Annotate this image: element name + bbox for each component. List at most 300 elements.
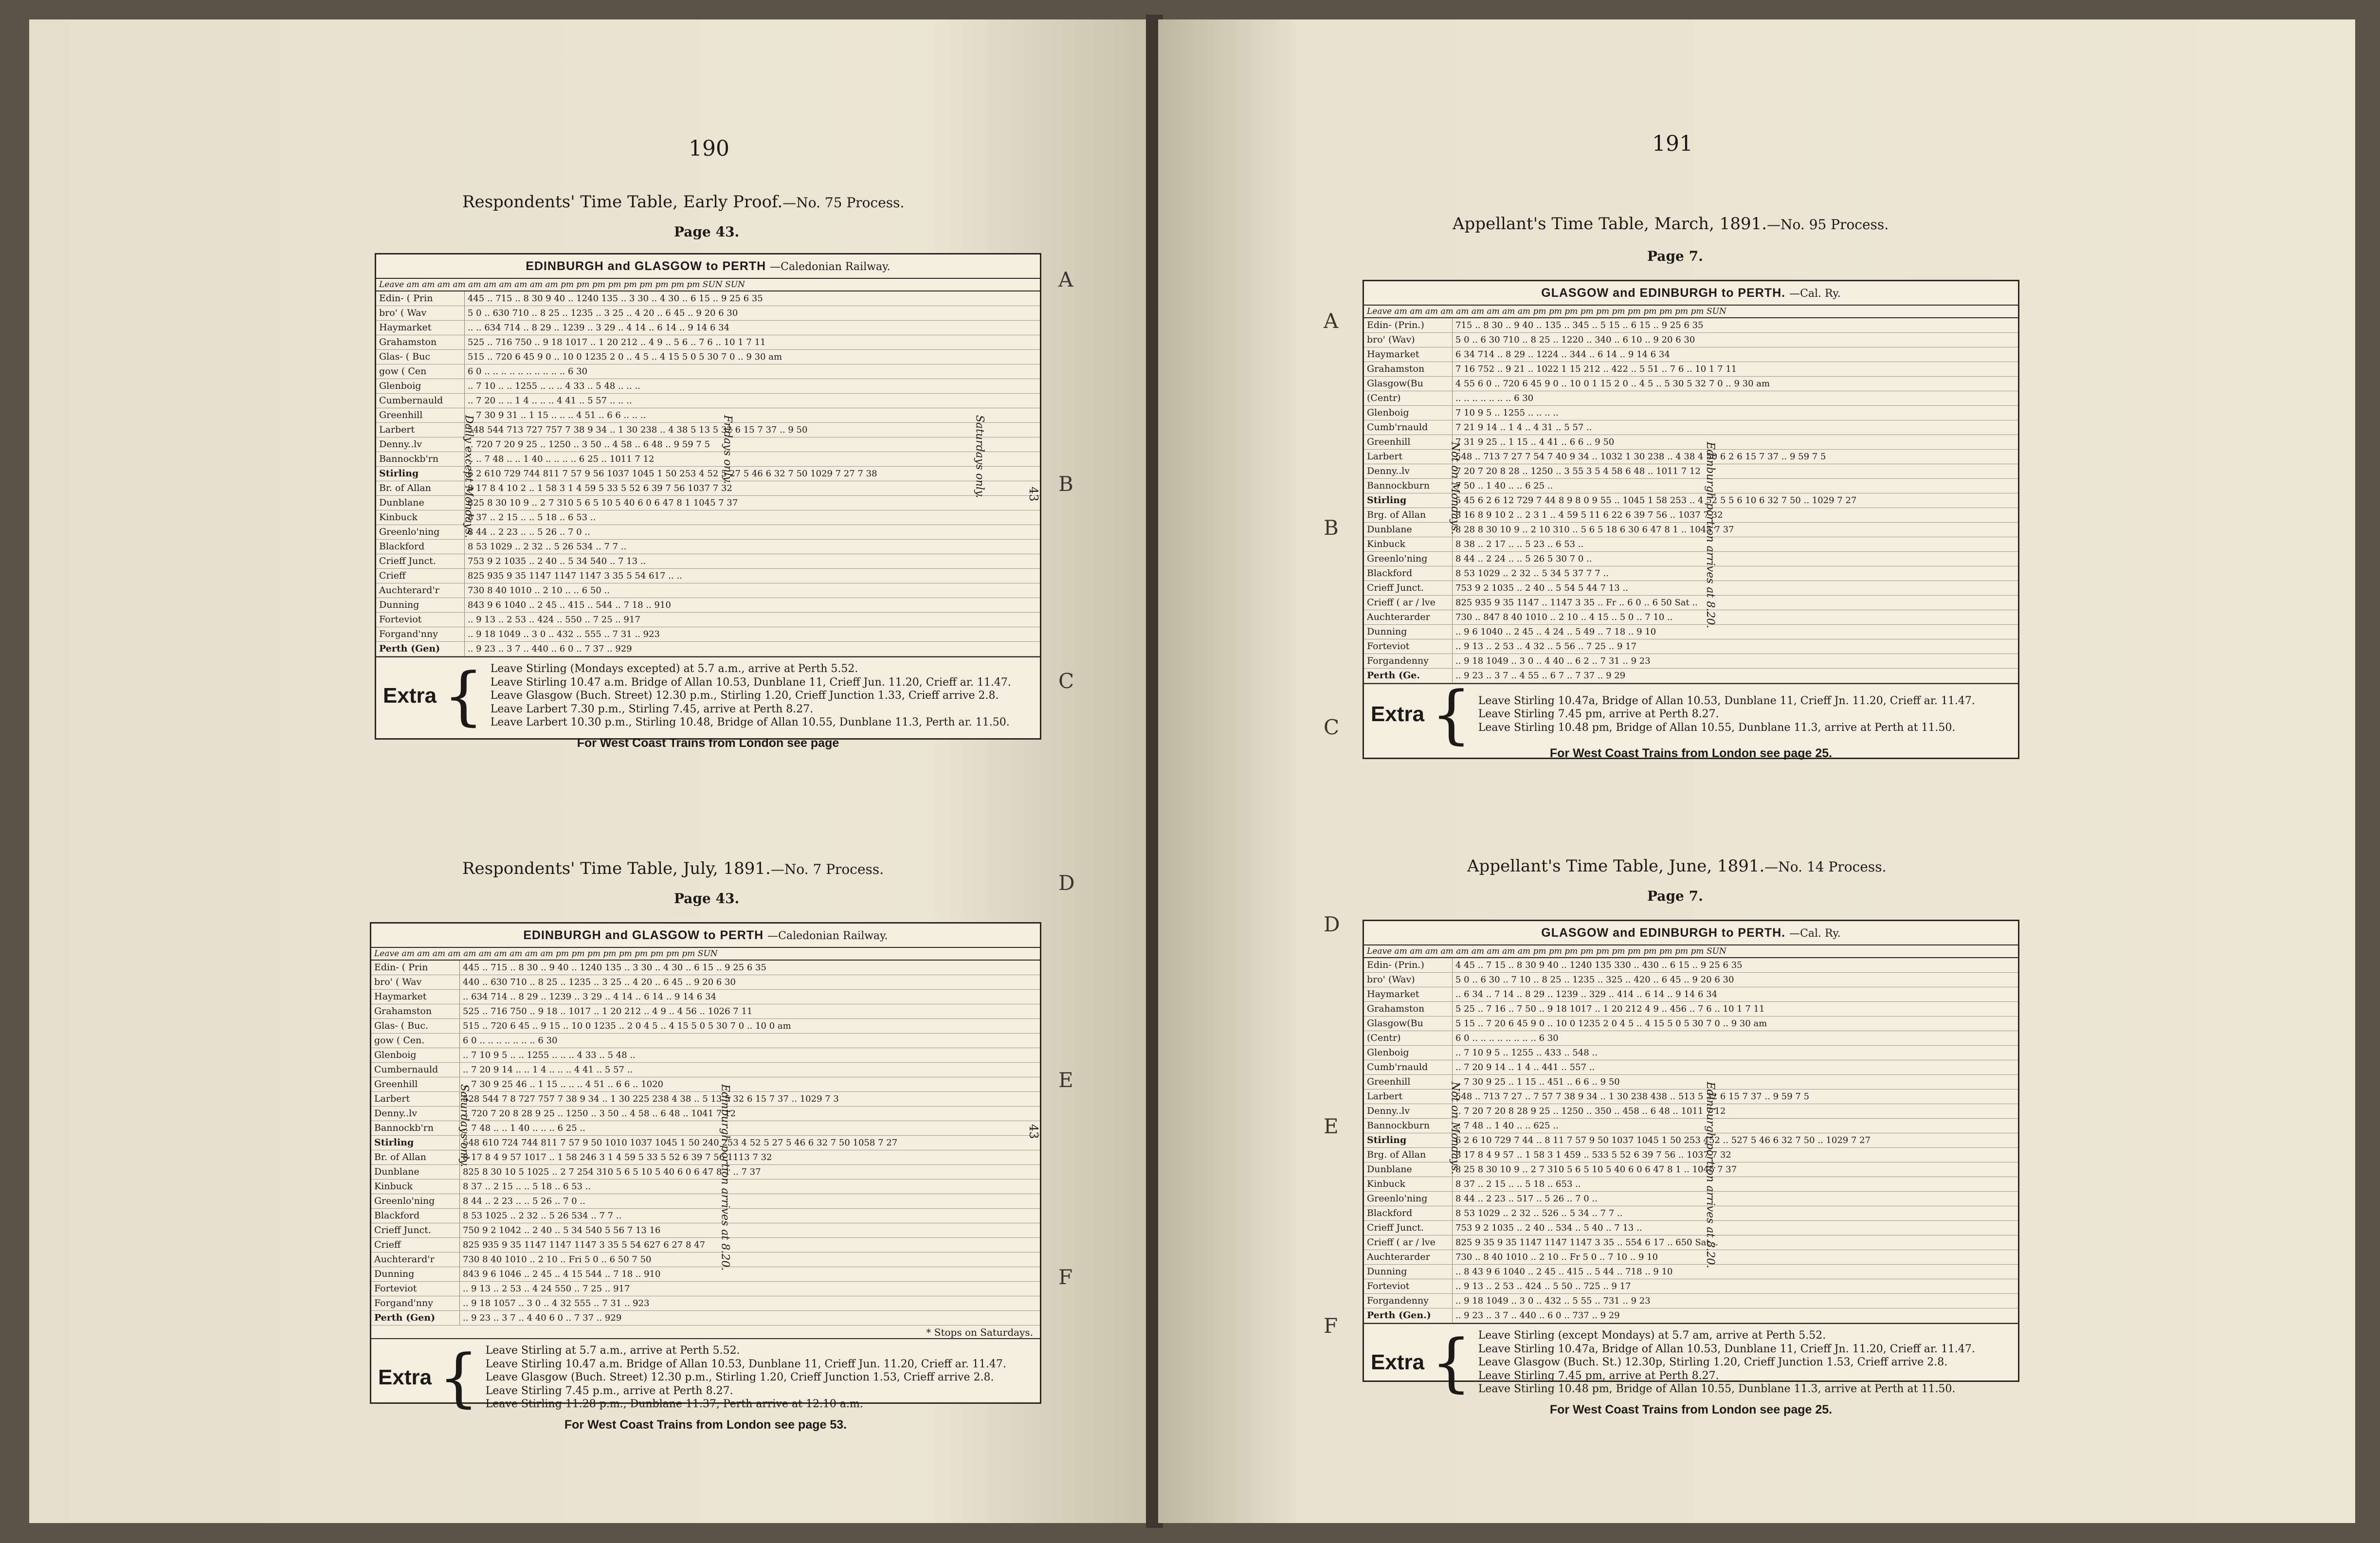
table-row [376,437,1040,452]
departure-times: 715 .. 8 30 .. 9 40 .. 135 .. 345 .. 5 15 .. 6 15 .. 9 25 6 35 [1452,318,2018,332]
table-row [371,1034,1040,1048]
timetable-header [1364,921,2018,945]
departure-times: 8 44 .. 2 23 .. 517 .. 5 26 .. 7 0 .. [1452,1192,2018,1206]
departure-times: .. 9 23 .. 3 7 .. 440 .. 6 0 .. 7 37 .. 929 [464,642,1040,656]
timetable-grid [376,279,1040,656]
departure-times: 7 20 7 20 8 28 .. 1250 .. 3 55 3 5 4 58 6 48 .. 1011 7 12 [1452,464,2018,478]
station-name: Edin- (Prin.) [1367,960,1424,970]
departure-times: .. 9 18 1049 .. 3 0 .. 432 .. 555 .. 7 31 .. 923 [464,627,1040,641]
page-reference: Page 7. [1647,888,1703,904]
table-row [376,496,1040,510]
table-row [376,627,1040,642]
table-row [1364,537,2018,552]
railway-name: —Caledonian Railway. [770,261,890,273]
column-header-row [1364,306,2018,318]
departure-times: .. 720 7 20 9 25 .. 1250 .. 3 50 .. 4 58 .. 6 48 .. 9 59 7 5 [464,437,1040,452]
table-row [1364,1046,2018,1060]
station-name: (Centr) [1367,393,1401,403]
table-row [376,583,1040,598]
station-name: Bannockburn [1367,1120,1430,1131]
extra-label: Extra [383,683,437,708]
margin-letter-d: D [1324,912,1340,936]
vertical-note: Not on Mondays. [1449,1082,1461,1175]
departure-times: 843 9 6 1040 .. 2 45 .. 415 .. 544 .. 7 18 .. 910 [464,598,1040,612]
margin-letter-d: D [1058,871,1075,895]
table-row [1364,420,2018,435]
vertical-note: Daily except Mondays. [462,415,475,538]
extra-line: Leave Stirling 10.47a, Bridge of Allan 10.53, Dunblane 11, Crieff Jn. 11.20, Crieff ar. 11.47. [1478,1343,1975,1355]
extra-line: Leave Stirling 10.48 pm, Bridge of Allan 10.55, Dunblane 11.3, arrive at Perth at 11.50. [1478,1383,1956,1395]
vertical-note: Edinburgh portion arrives at 8.20. [719,1084,731,1271]
departure-times: 8 44 .. 2 24 .. .. 5 26 5 30 7 0 .. [1452,552,2018,566]
timetable-header [371,924,1040,948]
table-row [376,554,1040,569]
table-row [1364,1002,2018,1017]
table-row [376,364,1040,379]
extra-line: Leave Glasgow (Buch. Street) 12.30 p.m., Stirling 1.20, Crieff Junction 1.53, Crieff arrive 2.8. [485,1371,994,1383]
departure-times: 515 .. 720 6 45 9 0 .. 10 0 1235 2 0 .. 4 5 .. 4 15 5 0 5 30 7 0 .. 9 30 am [464,350,1040,364]
departure-times: 753 9 2 1035 .. 2 40 .. 534 .. 5 40 .. 7 13 .. [1452,1221,2018,1235]
extra-line: Leave Stirling 7.45 p.m., arrive at Perth 8.27. [485,1384,733,1397]
vertical-note: Edinburgh portion arrives at 8.20. [1704,442,1716,629]
table-row [1364,1060,2018,1075]
departure-times: .. 7 20 9 14 .. .. 1 4 .. .. .. 4 41 .. 5 57 .. [459,1063,1040,1077]
station-name: Dunning [379,599,419,610]
station-name: Glas- ( Buc. [374,1020,429,1031]
extra-line: Leave Stirling 10.48 pm, Bridge of Allan 10.55, Dunblane 11.3, arrive at Perth at 11.50. [1478,721,1956,734]
departure-times: .. 7 20 7 20 8 28 9 25 .. 1250 .. 350 .. 458 .. 6 48 .. 1011 7 12 [1452,1104,2018,1118]
page-reference: Page 43. [674,890,740,907]
extra-line: Leave Glasgow (Buch. Street) 12.30 p.m., Stirling 1.20, Crieff Junction 1.33, Crieff arrive 2.8. [490,690,999,702]
departure-times: 750 9 2 1042 .. 2 40 .. 5 34 540 5 56 7 13 16 [459,1223,1040,1237]
timetable-header [376,254,1040,279]
table-row [376,569,1040,583]
table-row [371,1048,1040,1063]
station-name: Perth (Gen) [374,1312,436,1323]
station-name: Glenboig [374,1050,417,1060]
table-row [1364,391,2018,406]
departure-times: 5 0 .. 6 30 710 .. 8 25 .. 1220 .. 340 .. 6 10 .. 9 20 6 30 [1452,333,2018,347]
station-name: Grahamston [379,337,437,347]
vertical-note: Saturdays only. [973,415,986,498]
departure-times: 440 .. 630 710 .. 8 25 .. 1235 .. 3 25 .. 4 20 .. 6 45 .. 9 20 6 30 [459,975,1040,989]
station-name: Dunblane [1367,524,1412,535]
railway-name: —Cal. Ry. [1789,288,1841,300]
table-row [376,540,1040,554]
station-name: Dunning [374,1269,415,1279]
table-row [1364,1017,2018,1031]
station-name: Blackford [379,541,425,552]
station-name: Forteviot [1367,1281,1410,1291]
extra-trains-section [1364,1323,2018,1401]
column-headers: Leave am am am am am am am am am am pm pm pm pm pm pm pm pm pm SUN [374,948,718,959]
table-row [1364,654,2018,669]
margin-letter-b: B [1058,472,1073,496]
timetable-grid [371,948,1040,1325]
table-row [371,1092,1040,1107]
station-name: Auchterarder [1367,1252,1430,1262]
table-row [1364,318,2018,333]
table-title: Appellant's Time Table, March, 1891.—No. 95 Process. [1453,214,1889,234]
departure-times: 7 50 .. 1 40 .. .. 6 25 .. [1452,479,2018,493]
table-row [371,1004,1040,1019]
extra-line: Leave Stirling at 5.7 a.m., arrive at Perth 5.52. [485,1344,740,1357]
extra-label: Extra [1371,1350,1425,1374]
timetable-grid [1364,306,2018,683]
station-name: Blackford [1367,1208,1413,1218]
departure-times: 5 15 .. 7 20 6 45 9 0 .. 10 0 1235 2 0 4 5 .. 4 15 5 0 5 30 7 0 .. 9 30 am [1452,1017,2018,1031]
station-name: Cumbernauld [379,395,443,406]
table-row [371,1238,1040,1253]
station-name: Glenboig [1367,1047,1409,1058]
station-name: Greenlo'ning [1367,1193,1428,1204]
departure-times: 7 10 9 5 .. 1255 .. .. .. .. [1452,406,2018,420]
table-row [376,510,1040,525]
table-row [1364,377,2018,391]
table-row [1364,987,2018,1002]
station-name: Greenhill [1367,436,1411,447]
departure-times: 445 .. 715 .. 8 30 9 40 .. 1240 135 .. 3 30 .. 4 30 .. 6 15 .. 9 25 6 35 [464,291,1040,306]
station-name: Edin- ( Prin [379,293,433,304]
extra-lines [1478,694,1975,735]
station-name: Perth (Gen) [379,643,440,654]
table-row [1364,1308,2018,1323]
extra-line: Leave Stirling 10.47 a.m. Bridge of Allan 10.53, Dunblane 11, Crieff Jun. 11.20, Crieff ar. 11.47. [490,676,1011,689]
table-row [1364,1075,2018,1089]
table-row [1364,1119,2018,1133]
extra-trains-section [371,1338,1040,1416]
station-name: Greenhill [1367,1076,1411,1087]
table-row [1364,596,2018,610]
table-row [371,1194,1040,1209]
departure-times: 548 .. 713 7 27 7 54 7 40 9 34 .. 1032 1 30 238 .. 4 38 4 50 6 2 6 15 7 37 .. 9 59 7 5 [1452,450,2018,464]
table-row [1364,1162,2018,1177]
margin-letter-b: B [1324,516,1339,540]
station-name: Brg. of Allan [1367,1149,1426,1160]
departure-times: .. 9 13 .. 2 53 .. 4 32 .. 5 56 .. 7 25 .. 9 17 [1452,639,2018,654]
table-row [371,1165,1040,1180]
table-row [371,1077,1040,1092]
departure-times: 825 8 30 10 5 1025 .. 2 7 254 310 5 6 5 10 5 40 6 0 6 47 8 1 .. 7 37 [459,1165,1040,1179]
table-row [1364,464,2018,479]
extra-lines [1478,1329,1975,1396]
margin-letter-f: F [1324,1314,1338,1338]
column-headers: Leave am am am am am am am am am pm pm pm pm pm pm pm pm pm pm pm SUN [1367,306,1726,316]
route-title: EDINBURGH and GLASGOW to PERTH [523,928,764,942]
departure-times: 8 44 .. 2 23 .. .. 5 26 .. 7 0 .. [459,1194,1040,1208]
extra-line: Leave Stirling (except Mondays) at 5.7 am, arrive at Perth 5.52. [1478,1329,1826,1342]
station-name: Brg. of Allan [1367,509,1426,520]
margin-letter-a: A [1324,309,1339,333]
station-name: Br. of Allan [374,1152,426,1162]
table-row [1364,493,2018,508]
table-row [371,1253,1040,1267]
table-row [1364,1235,2018,1250]
page-reference: Page 7. [1647,248,1703,264]
departure-times: 548 610 724 744 811 7 57 9 50 1010 1037 1045 1 50 240 253 4 52 5 27 5 46 6 32 7 50 1058 7 27 [459,1136,1040,1150]
vertical-note: Fridays only. [721,415,734,484]
extra-line: Leave Stirling 7.45 pm, arrive at Perth 8.27. [1478,1369,1719,1382]
table-row [1364,508,2018,523]
departure-times: 548 544 713 727 757 7 38 9 34 .. 1 30 238 .. 4 38 5 13 5 32 6 15 7 37 .. 9 50 [464,423,1040,437]
station-name: Crieff [379,570,406,581]
departure-times: .. 9 13 .. 2 53 .. 424 .. 550 .. 7 25 .. 917 [464,613,1040,627]
route-title: GLASGOW and EDINBURGH to PERTH. [1541,286,1786,300]
departure-times: .. 9 13 .. 2 53 .. 424 .. 5 50 .. 725 .. 9 17 [1452,1279,2018,1293]
departure-times: 8 38 .. 2 17 .. .. 5 23 .. 6 53 .. [1452,537,2018,551]
station-name: Bannockb'rn [374,1123,434,1133]
table-row [1364,610,2018,625]
departure-times: 8 37 .. 2 15 .. .. 5 18 .. 6 53 .. [459,1180,1040,1194]
departure-times: 5 45 6 2 6 12 729 7 44 8 9 8 0 9 55 .. 1045 1 58 253 .. 4 52 5 5 6 10 6 32 7 50 .. 1029 7 27 [1452,493,2018,508]
departure-times: 6 0 .. .. .. .. .. .. .. .. .. .. 6 30 [464,364,1040,379]
station-name: Bannockburn [1367,480,1430,491]
timetable-box [1363,280,2019,759]
extra-line: Leave Larbert 7.30 p.m., Stirling 7.45, arrive at Perth 8.27. [490,703,814,715]
extra-label: Extra [378,1365,432,1389]
table-row [1364,1206,2018,1221]
extra-line: Leave Stirling 10.47a, Bridge of Allan 10.53, Dunblane 11, Crieff Jn. 11.20, Crieff ar. 11.47. [1478,694,1975,707]
table-row [371,1282,1040,1296]
extra-line: Leave Glasgow (Buch. St.) 12.30p, Stirling 1.20, Crieff Junction 1.53, Crieff arrive 2.8. [1478,1356,1948,1368]
table-row [376,321,1040,335]
extra-line: Leave Stirling 7.45 pm, arrive at Perth 8.27. [1478,708,1719,721]
departure-times: .. 7 10 9 5 .. 1255 .. 433 .. 548 .. [1452,1046,2018,1060]
margin-letter-f: F [1058,1265,1073,1289]
extra-line: Leave Stirling 11.28 p.m., Dunblane 11.37, Perth arrive at 12.10 a.m. [485,1398,863,1410]
table-row [376,350,1040,364]
extra-line: Leave Stirling (Mondays excepted) at 5.7 a.m., arrive at Perth 5.52. [490,663,858,675]
timetable-box [1363,920,2019,1416]
table-row [371,1180,1040,1194]
column-headers: Leave am am am am am am am am am am pm pm pm pm pm pm pm pm pm SUN SUN [379,279,745,290]
station-name: Forgand'nny [379,629,438,639]
station-name: Crieff [374,1239,401,1250]
table-row [1364,1031,2018,1046]
station-name: Forteviot [379,614,422,625]
table-title: Respondents' Time Table, July, 1891.—No. 7 Process. [462,859,884,878]
station-name: Glenboig [1367,407,1409,418]
brace-glyph: { [438,1340,479,1415]
column-header-row [371,948,1040,961]
footer-note: For West Coast Trains from London see page 25. [1549,746,1833,760]
departure-times: .. .. 634 714 .. 8 29 .. 1239 .. 3 29 .. 4 14 .. 6 14 .. 9 14 6 34 [464,321,1040,335]
station-name: Crieff Junct. [1367,1222,1424,1233]
footer-note: For West Coast Trains from London see page 25. [1549,1402,1833,1416]
station-name: Kinbuck [379,512,418,523]
station-name: Bannockb'rn [379,454,439,464]
departure-times: .. 7 30 9 25 .. 1 15 .. 451 .. 6 6 .. 9 50 [1452,1075,2018,1089]
station-name: Grahamston [1367,1003,1425,1014]
station-name: bro' ( Wav [379,308,427,318]
departure-times: .. 9 23 .. 3 7 .. 4 55 .. 6 7 .. 7 37 .. 9 29 [1452,669,2018,683]
table-row [1364,523,2018,537]
table-row [1364,1089,2018,1104]
table-row [1364,1177,2018,1192]
table-row [376,408,1040,423]
station-name: Forteviot [1367,641,1410,652]
extra-line: Leave Stirling 10.47 a.m. Bridge of Allan 10.53, Dunblane 11, Crieff Jun. 11.20, Crieff ar. 11.47. [485,1358,1006,1370]
table-row [1364,1279,2018,1294]
extra-line: Leave Larbert 10.30 p.m., Stirling 10.48, Bridge of Allan 10.55, Dunblane 11.3, Perth ar. 11.50. [490,716,1010,728]
timetable-grid [1364,945,2018,1323]
station-name: Auchterard'r [374,1254,435,1265]
margin-letter-e: E [1058,1068,1073,1092]
departure-times: 8 53 1025 .. 2 32 .. 5 26 534 .. 7 7 .. [459,1209,1040,1223]
station-name: Edin- (Prin.) [1367,320,1424,330]
departure-times: 4 55 6 0 .. 720 6 45 9 0 .. 10 0 1 15 2 0 .. 4 5 .. 5 30 5 32 7 0 .. 9 30 am [1452,377,2018,391]
station-name: Stirling [1367,495,1407,506]
departure-times: 5 0 .. 6 30 .. 7 10 .. 8 25 .. 1235 .. 325 .. 420 .. 6 45 .. 9 20 6 30 [1452,973,2018,987]
margin-letter-c: C [1324,715,1340,739]
footer-note: For West Coast Trains from London see page 53. [564,1417,847,1432]
station-name: gow ( Cen. [374,1035,425,1046]
station-name: Haymarket [374,991,427,1002]
station-name: bro' (Wav) [1367,974,1415,985]
table-row [1364,1221,2018,1235]
station-name: (Centr) [1367,1033,1401,1043]
station-name: bro' (Wav) [1367,334,1415,345]
station-name: Cumb'rnauld [1367,422,1428,433]
departure-times: 7 16 752 .. 9 21 .. 1022 1 15 212 .. 422 .. 5 51 .. 7 6 .. 10 1 7 11 [1452,362,2018,376]
table-row [376,598,1040,613]
page-reference: Page 43. [674,224,740,240]
column-headers: Leave am am am am am am am am am pm pm pm pm pm pm pm pm pm pm pm SUN [1367,946,1726,956]
departure-times: 8 44 .. 2 23 .. .. 5 26 .. 7 0 .. [464,525,1040,539]
departure-times: .. 7 30 9 25 46 .. 1 15 .. .. .. 4 51 .. 6 6 .. 1020 [459,1077,1040,1091]
station-name: Crieff Junct. [374,1225,431,1235]
departure-times: 5 0 .. 630 710 .. 8 25 .. 1235 .. 3 25 .. 4 20 .. 6 45 .. 9 20 6 30 [464,306,1040,320]
station-name: Stirling [1367,1135,1407,1145]
departure-times: 5 25 .. 7 16 .. 7 50 .. 9 18 1017 .. 1 20 212 4 9 .. 456 .. 7 6 .. 10 1 7 11 [1452,1002,2018,1016]
table-row [371,1311,1040,1325]
departure-times: .. 7 10 .. .. 1255 .. .. .. 4 33 .. 5 48 .. .. .. [464,379,1040,393]
table-row [371,975,1040,990]
table-row [376,481,1040,496]
departure-times: .. 7 48 .. .. 1 40 .. .. .. 6 25 .. [459,1121,1040,1135]
table-row [1364,362,2018,377]
side-page-number: 43 [1027,487,1040,502]
table-row [1364,552,2018,566]
station-name: Haymarket [1367,349,1419,360]
departure-times: .. .. 7 48 .. .. 1 40 .. .. .. .. 6 25 .. 1011 7 12 [464,452,1040,466]
station-name: Denny..lv [1367,1106,1410,1116]
departure-times: .. 9 23 .. 3 7 .. 440 .. 6 0 .. 737 .. 9 29 [1452,1308,2018,1323]
table-row [376,452,1040,467]
table-title: Appellant's Time Table, June, 1891.—No. 14 Process. [1467,856,1887,876]
station-name: Dunning [1367,1266,1407,1277]
station-name: Edin- ( Prin [374,962,428,973]
station-name: Dunning [1367,626,1407,637]
station-name: Greenhill [379,410,423,420]
station-name: Stirling [374,1137,414,1148]
station-name: Dunblane [1367,1164,1412,1175]
departure-times: .. .. .. .. .. .. .. 6 30 [1452,391,2018,405]
departure-times: 753 9 2 1035 .. 2 40 .. 5 54 5 44 7 13 .. [1452,581,2018,595]
station-name: Kinbuck [374,1181,413,1192]
departure-times: .. 8 43 9 6 1040 .. 2 45 .. 415 .. 5 44 .. 718 .. 9 10 [1452,1265,2018,1279]
station-name: Cumbernauld [374,1064,438,1075]
margin-letter-c: C [1058,669,1074,693]
station-name: Kinbuck [1367,1179,1406,1189]
table-row [1364,581,2018,596]
departure-times: 8 53 1029 .. 2 32 .. 526 .. 5 34 .. 7 7 .. [1452,1206,2018,1220]
departure-times: 825 935 9 35 1147 1147 1147 3 35 5 54 617 .. .. [464,569,1040,583]
departure-times: 515 .. 720 6 45 .. 9 15 .. 10 0 1235 .. 2 0 4 5 .. 4 15 5 0 5 30 7 0 .. 10 0 am [459,1019,1040,1033]
table-row [371,1223,1040,1238]
departure-times: 6 0 .. .. .. .. .. .. .. 6 30 [459,1034,1040,1048]
extra-trains-section [1364,677,2018,751]
station-name: Dunblane [374,1166,419,1177]
brace-glyph: { [443,658,484,733]
column-header-row [376,279,1040,291]
departure-times: 8 17 8 4 10 2 .. 1 58 3 1 4 59 5 33 5 52 6 39 7 56 1037 7 32 [464,481,1040,495]
page-number-left: 190 [689,136,729,161]
departure-times: 6 0 .. .. .. .. .. .. .. .. 6 30 [1452,1031,2018,1045]
brace-glyph: { [1431,677,1472,751]
station-name: Haymarket [379,322,432,333]
departure-times: 843 9 6 1046 .. 2 45 .. 4 15 544 .. 7 18 .. 910 [459,1267,1040,1281]
station-name: Forgandenny [1367,655,1429,666]
station-name: Auchterarder [1367,612,1430,622]
table-row [1364,958,2018,973]
extra-trains-section [376,656,1040,734]
departure-times: 825 935 9 35 1147 .. 1147 3 35 .. Fr .. 6 0 .. 6 50 Sat .. [1452,596,2018,610]
table-row [376,291,1040,306]
departure-times: 825 8 30 10 9 .. 2 7 310 5 6 5 10 5 40 6 0 6 47 8 1 1045 7 37 [464,496,1040,510]
station-name: Forgand'nny [374,1298,433,1308]
station-name: Glasgow(Bu [1367,378,1423,389]
departure-times: 753 9 2 1035 .. 2 40 .. 5 34 540 .. 7 13 .. [464,554,1040,568]
stops-note: * Stops on Saturdays. [926,1326,1033,1338]
departure-times: 730 .. 847 8 40 1010 .. 2 10 .. 4 15 .. 5 0 .. 7 10 .. [1452,610,2018,624]
table-row [376,525,1040,540]
station-name: Greenlo'ning [379,526,440,537]
station-name: Denny..lv [374,1108,418,1119]
station-name: Greenlo'ning [1367,553,1428,564]
departure-times: .. 7 30 9 31 .. 1 15 .. .. .. 4 51 .. 6 6 .. .. .. [464,408,1040,422]
railway-name: —Cal. Ry. [1789,927,1841,940]
margin-letter-a: A [1058,268,1073,291]
side-page-number: 43 [1027,1124,1040,1139]
departure-times: .. 9 18 1049 .. 3 0 .. 4 40 .. 6 2 .. 7 31 .. 9 23 [1452,654,2018,668]
departure-times: .. 9 13 .. 2 53 .. 4 24 550 .. 7 25 .. 917 [459,1282,1040,1296]
station-name: Kinbuck [1367,539,1406,549]
departure-times: 528 544 7 8 727 757 7 38 9 34 .. 1 30 225 238 4 38 .. 5 13 5 32 6 15 7 37 .. 1029 7 3 [459,1092,1040,1106]
table-row [376,642,1040,656]
departure-times: .. 9 18 1057 .. 3 0 .. 4 32 555 .. 7 31 .. 923 [459,1296,1040,1310]
table-row [376,423,1040,437]
departure-times: 7 21 9 14 .. 1 4 .. 4 31 .. 5 57 .. [1452,420,2018,435]
timetable-header [1364,281,2018,306]
departure-times: .. 7 10 9 5 .. .. 1255 .. .. .. 4 33 .. 5 48 .. [459,1048,1040,1062]
departure-times: .. 9 23 .. 3 7 .. 4 40 6 0 .. 7 37 .. 929 [459,1311,1040,1325]
departure-times: 8 53 1029 .. 2 32 .. 5 34 5 37 7 7 .. [1452,566,2018,581]
departure-times: .. 7 20 .. .. 1 4 .. .. .. 4 41 .. 5 57 .. .. .. [464,394,1040,408]
table-row [376,335,1040,350]
departure-times: 8 37 .. 2 15 .. .. 5 18 .. 6 53 .. [464,510,1040,525]
vertical-note: Saturdays only. [458,1084,471,1167]
departure-times: 525 .. 716 750 .. 9 18 .. 1017 .. 1 20 212 .. 4 9 .. 4 56 .. 1026 7 11 [459,1004,1040,1018]
departure-times: .. 6 34 .. 7 14 .. 8 29 .. 1239 .. 329 .. 414 .. 6 14 .. 9 14 6 34 [1452,987,2018,1001]
table-row [1364,347,2018,362]
extra-lines [491,662,1011,729]
table-row [371,1107,1040,1121]
station-name: Larbert [379,424,415,435]
table-row [1364,973,2018,987]
departure-times: .. 7 48 .. 1 40 .. .. 625 .. [1452,1119,2018,1133]
station-name: Greenlo'ning [374,1196,435,1206]
